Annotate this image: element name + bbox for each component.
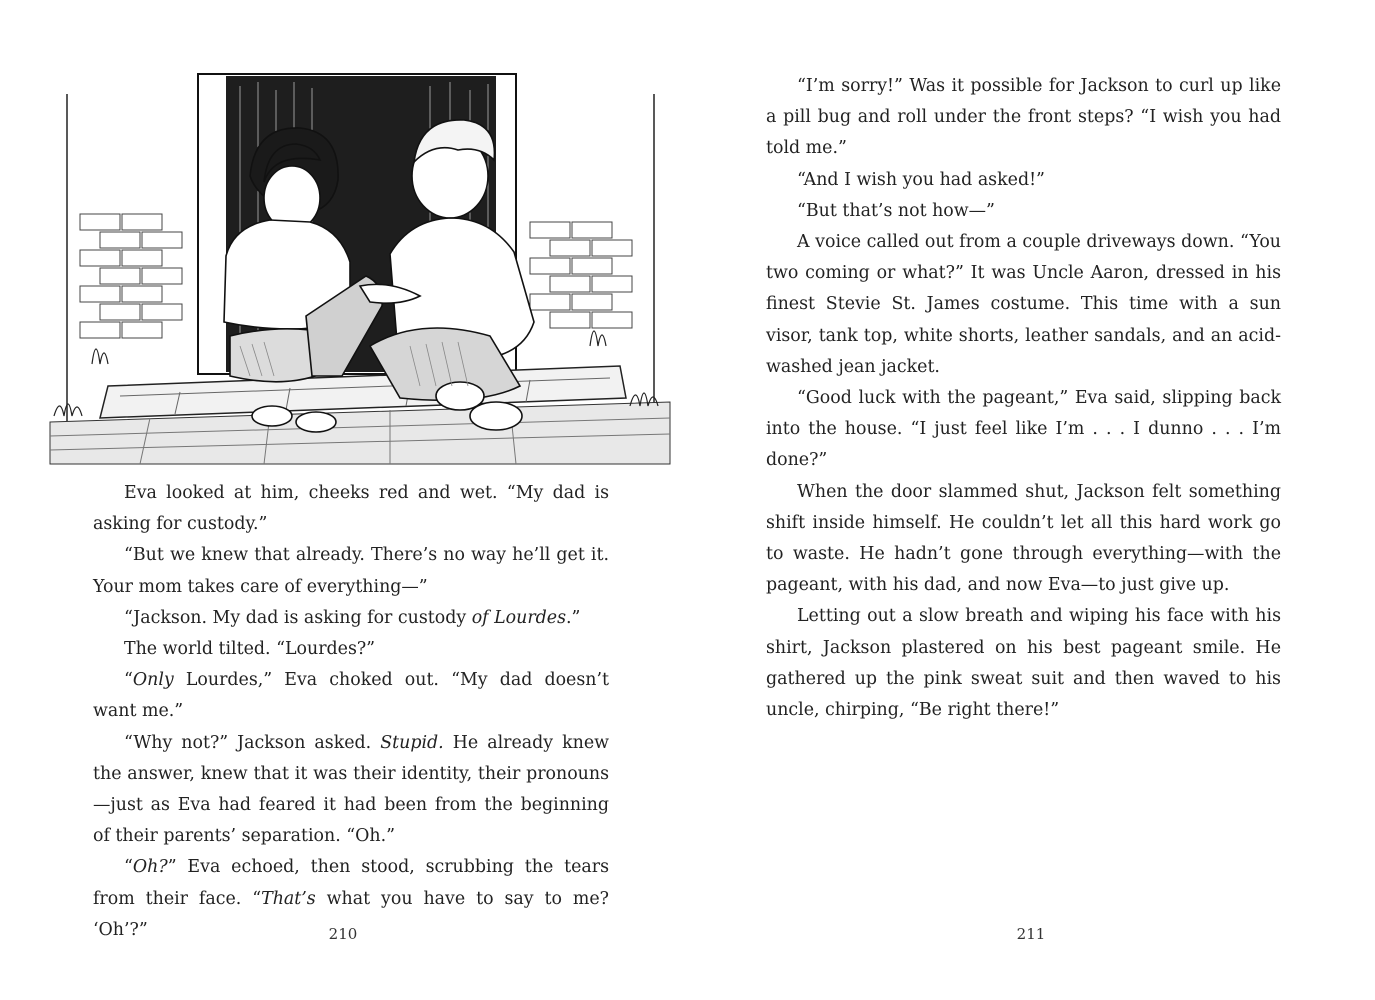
italic-span: Stupid. <box>380 732 444 753</box>
paragraph: A voice called out from a couple driveways down. “You two coming or what?” It was Uncle Aaron, dressed in his finest Stevie St. James costume. This time with a sun visor, tank top, white shorts, leather sandals, and an acid-washed jean jacket. <box>766 232 1281 377</box>
paragraph: “I’m sorry!” Was it possible for Jackson to curl up like a pill bug and roll under the front steps? “I wish you had told me.” <box>766 76 1281 159</box>
paragraph: When the door slammed shut, Jackson felt something shift inside himself. He couldn’t let all this hard work go to waste. He hadn’t gone through everything—with the pageant, with his dad, and now Eva—to just give up. <box>766 481 1281 596</box>
text-span: “ <box>124 857 133 878</box>
italic-span: Only <box>132 670 174 691</box>
paragraph <box>93 728 609 853</box>
italic-span: That’s <box>261 888 316 909</box>
right-page <box>688 0 1375 1000</box>
paragraph <box>93 540 609 602</box>
paragraph <box>93 603 609 634</box>
text-span: what you have to say to me? ‘Oh’?” <box>93 888 610 940</box>
paragraph <box>93 478 609 540</box>
text-span: .” <box>566 607 581 628</box>
italic-span: of Lourdes <box>471 607 567 628</box>
italic-span: Oh? <box>132 857 168 878</box>
text-span: “Why not?” Jackson asked. <box>124 732 381 753</box>
page-number: 211 <box>1016 925 1046 943</box>
paragraph: “And I wish you had asked!” <box>797 169 1045 190</box>
paragraph <box>93 634 609 665</box>
text-span: “ <box>124 670 133 691</box>
paragraph <box>93 665 609 727</box>
text-span: He already knew the answer, knew that it was their identity, their pronouns—just as Eva had feared it had been from the beginning of their parents’ separation. “Oh.” <box>93 732 609 847</box>
text-span: ” Eva echoed, then stood, scrubbing the tears from their face. “ <box>93 857 609 909</box>
two-kids-on-steps-illustration-icon <box>30 46 680 476</box>
left-page <box>0 0 687 1000</box>
right-page-text <box>766 71 1281 726</box>
paragraph: “But that’s not how—” <box>797 200 995 221</box>
text-span: Lourdes,” Eva choked out. “My dad doesn’t want me.” <box>93 670 609 722</box>
left-page-text <box>93 478 609 946</box>
text-span: “Jackson. My dad is asking for custody <box>124 607 472 628</box>
paragraph: “Good luck with the pageant,” Eva said, slipping back into the house. “I just feel like I’m . . . I dunno . . . I’m done?” <box>766 388 1281 471</box>
page-number: 210 <box>328 925 358 943</box>
paragraph: Letting out a slow breath and wiping his face with his shirt, Jackson plastered on his best pageant smile. He gathered up the pink sweat suit and then waved to his uncle, chirping, “Be right there!” <box>766 606 1281 721</box>
text-span: The world tilted. “Lourdes?” <box>124 639 376 660</box>
text-span: “But we knew that already. There’s no way he’ll get it. Your mom takes care of everything—” <box>93 545 609 597</box>
text-span: Eva looked at him, cheeks red and wet. “My dad is asking for custody.” <box>93 483 609 535</box>
